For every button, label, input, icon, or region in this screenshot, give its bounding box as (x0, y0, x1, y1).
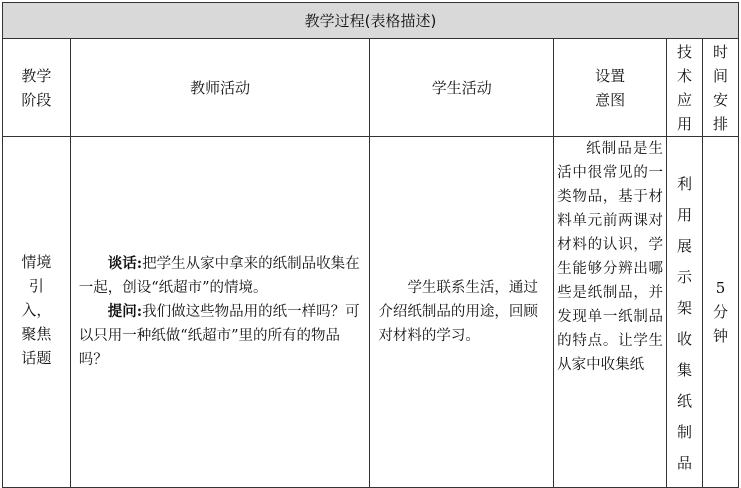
stage-cell: 情境引入，聚焦话题 (3, 137, 71, 488)
lesson-plan-table (2, 2, 739, 488)
teacher-label-ask: 提问: (107, 303, 143, 320)
header-time: 时间安排 (702, 39, 738, 137)
teacher-text-talk: 把学生从家中拿来的纸制品收集在一起，创设“纸超市”的情境。 (78, 256, 360, 296)
header-row (3, 39, 739, 137)
teacher-label-talk: 谈话: (107, 255, 143, 272)
header-intent: 设置意图 (554, 39, 667, 137)
intent-cell (554, 137, 667, 488)
teacher-text-ask: 我们做这些物品用的纸一样吗？可以只用一种纸做“纸超市”里的所有的物品吗？ (78, 304, 360, 368)
teacher-paragraph-2 (79, 300, 362, 372)
teacher-paragraph-1 (79, 252, 362, 300)
teacher-activity-cell (70, 137, 370, 488)
student-text: 学生联系生活，通过介绍纸制品的用途，回顾对材料的学习。 (378, 280, 538, 344)
tech-cell: 利用展示架收集纸制品 (667, 137, 703, 488)
intent-text: 纸制品是生活中很常见的一类物品，基于材料单元前两课对材料的认识，学生能够分辨出哪些是纸制品，并发现单一纸制品的特点。让学生从家中收集纸 (557, 141, 664, 373)
student-activity-cell (370, 137, 554, 488)
header-student: 学生活动 (370, 39, 554, 137)
table-title: 教学过程(表格描述) (3, 3, 739, 39)
time-cell: 5分钟 (702, 137, 738, 488)
header-stage: 教学阶段 (3, 39, 71, 137)
table-row (3, 137, 739, 488)
header-tech: 技术应用 (667, 39, 703, 137)
header-teacher: 教师活动 (70, 39, 370, 137)
